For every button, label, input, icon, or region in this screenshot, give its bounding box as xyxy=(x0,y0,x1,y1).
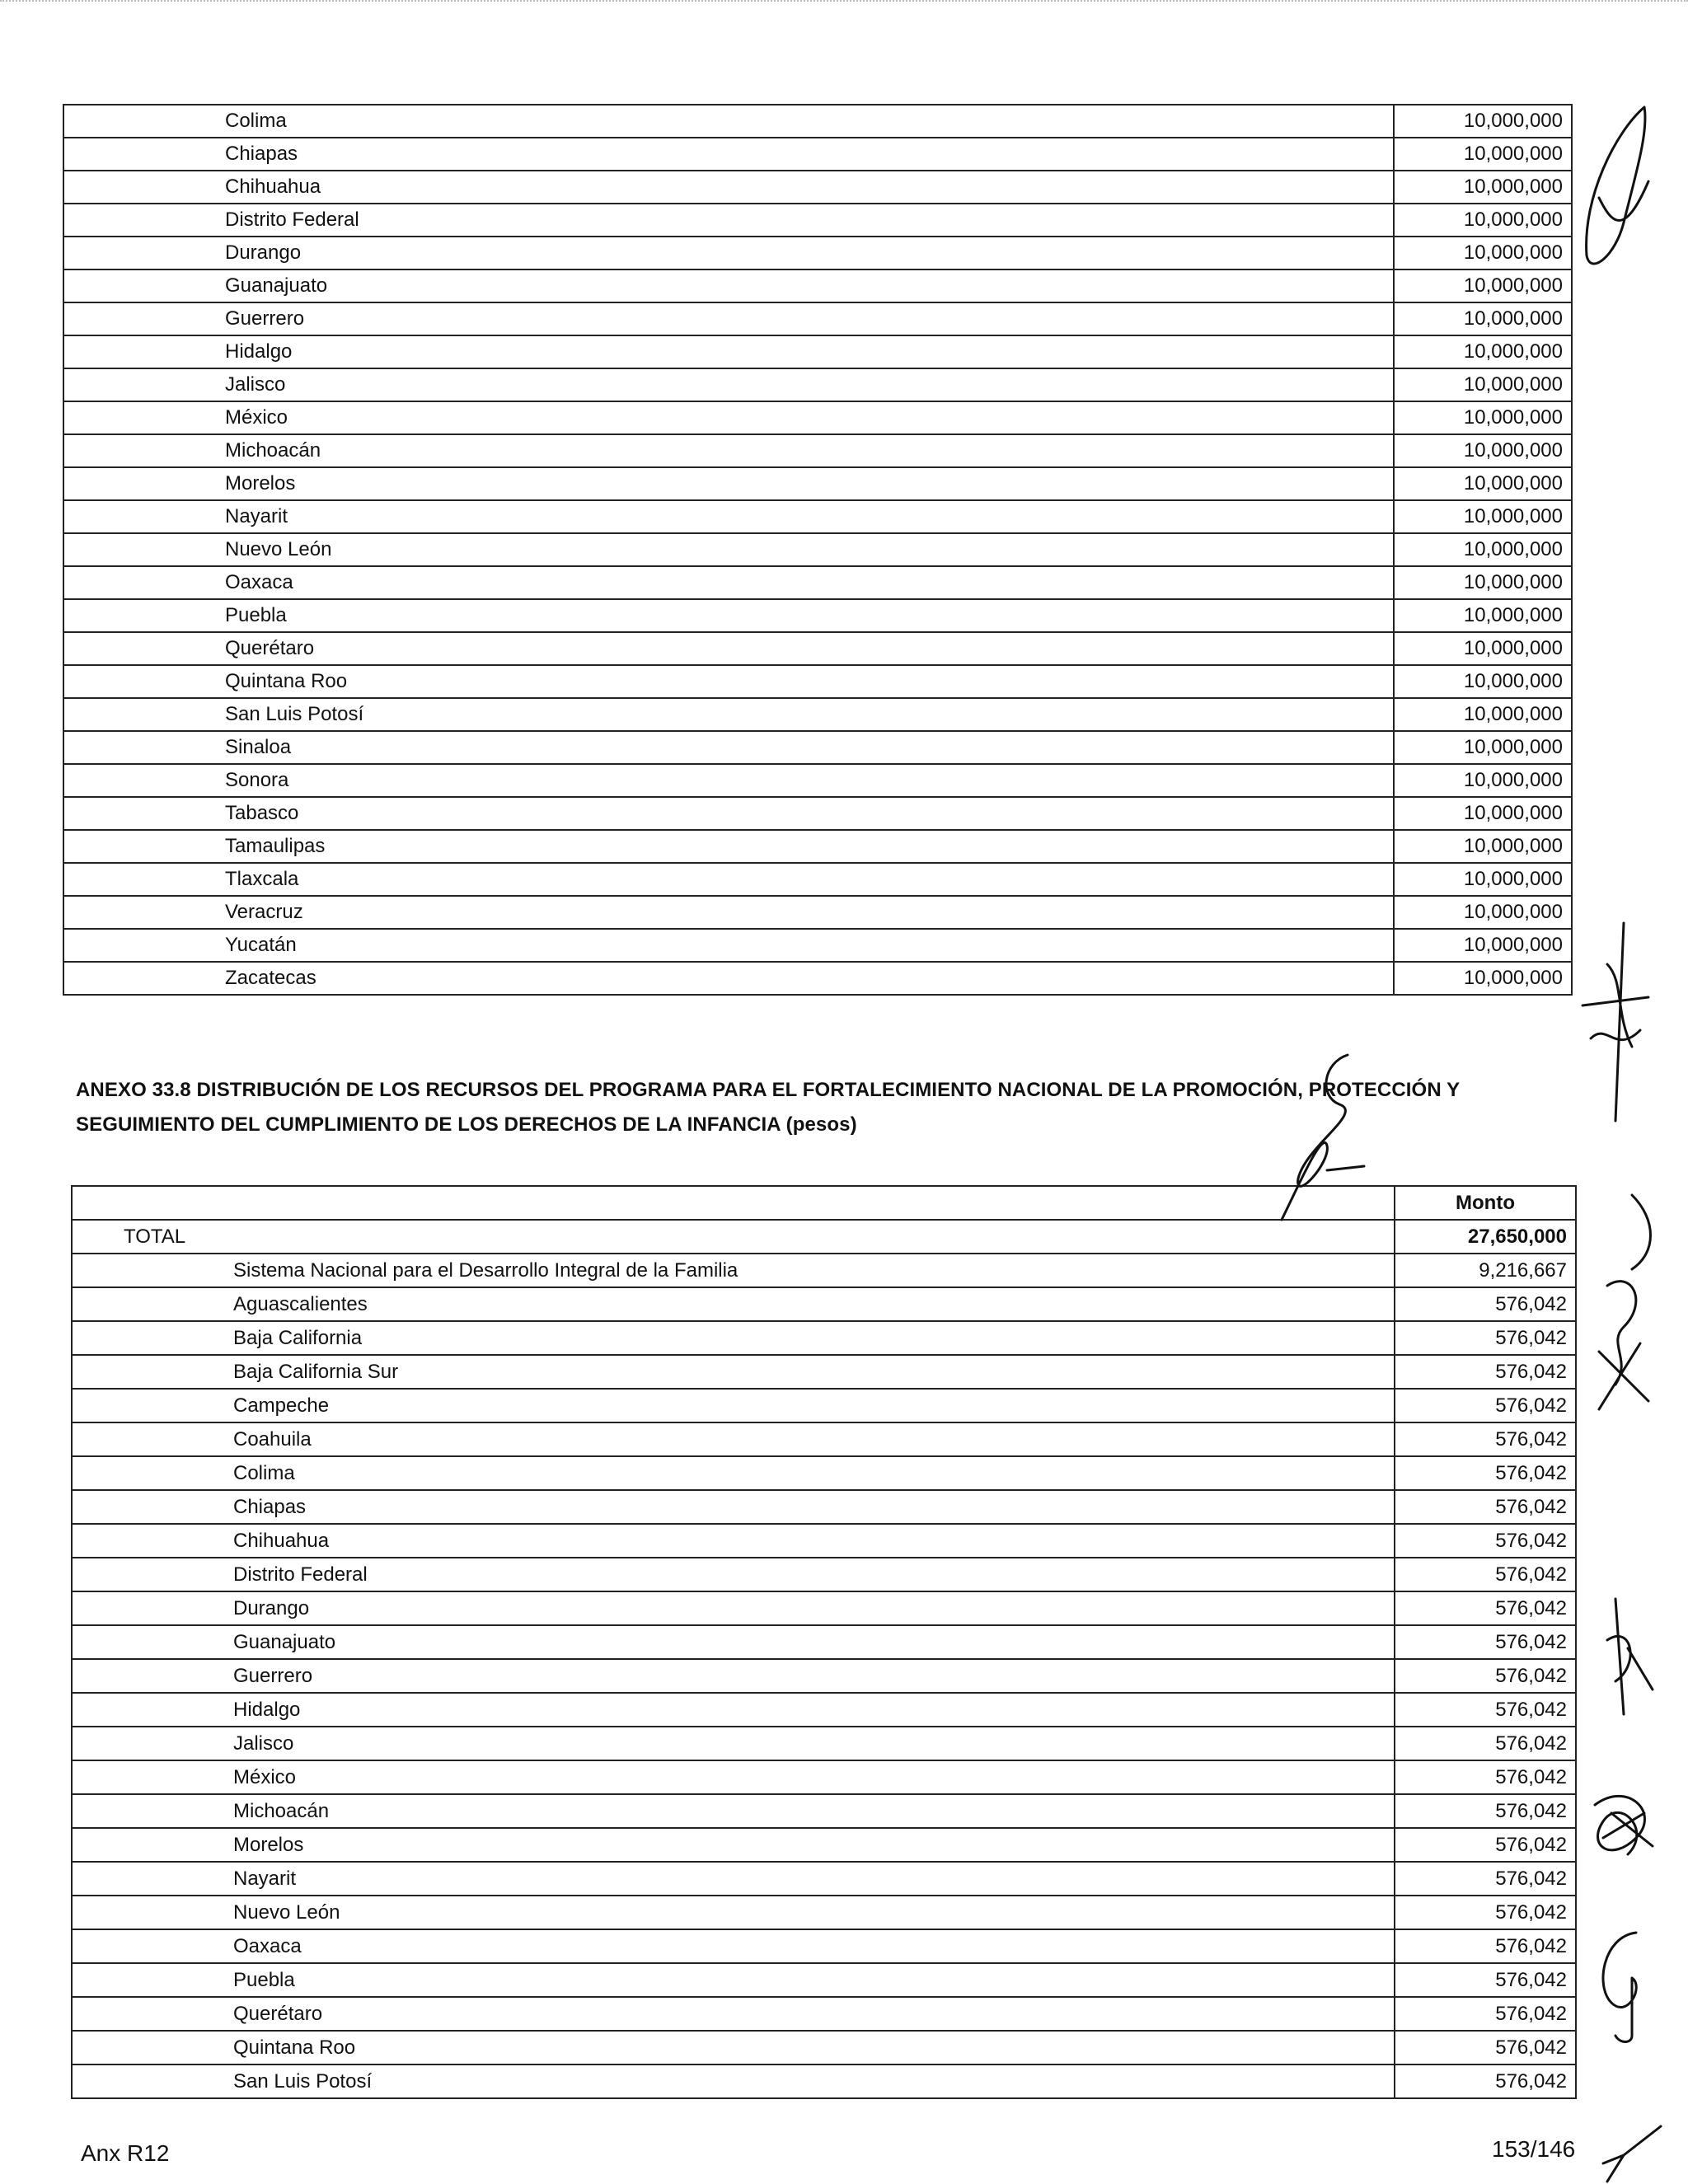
state-name: Querétaro xyxy=(63,632,1394,665)
table-row xyxy=(63,105,1572,138)
total-amount: 27,650,000 xyxy=(1395,1220,1576,1254)
table-row xyxy=(72,1389,1576,1422)
state-name: Yucatán xyxy=(63,929,1394,962)
state-amount: 10,000,000 xyxy=(1394,401,1572,434)
table-row xyxy=(72,1355,1576,1389)
state-amount: 10,000,000 xyxy=(1394,863,1572,896)
table-row xyxy=(63,863,1572,896)
table-row xyxy=(63,962,1572,995)
recipient-amount: 9,216,667 xyxy=(1395,1254,1576,1287)
annex-33-8-table xyxy=(71,1185,1577,2099)
table-row xyxy=(72,1659,1576,1693)
state-allocation-table-continued xyxy=(63,104,1573,996)
recipient-amount: 576,042 xyxy=(1395,1997,1576,2031)
recipient-amount: 576,042 xyxy=(1395,1896,1576,1929)
state-amount: 10,000,000 xyxy=(1394,797,1572,830)
state-amount: 10,000,000 xyxy=(1394,896,1572,929)
recipient-amount: 576,042 xyxy=(1395,2031,1576,2064)
monto-header: Monto xyxy=(1395,1186,1576,1220)
annex-33-8-title: ANEXO 33.8 DISTRIBUCIÓN DE LOS RECURSOS DEL PROGRAMA PARA EL FORTALECIMIENTO NACIONAL DE LA PROMOCIÓN, PROTECCIÓN Y SEGUIMIENTO DEL CUMPLIMIENTO DE LOS DERECHOS DE LA INFANCIA (pesos) xyxy=(76,1079,1460,1136)
recipient-amount: 576,042 xyxy=(1395,1524,1576,1558)
table-row xyxy=(63,138,1572,171)
table-row xyxy=(72,1929,1576,1963)
state-amount: 10,000,000 xyxy=(1394,731,1572,764)
recipient-amount: 576,042 xyxy=(1395,1591,1576,1625)
recipient-amount: 576,042 xyxy=(1395,1693,1576,1727)
state-amount: 10,000,000 xyxy=(1394,302,1572,335)
table-row xyxy=(63,335,1572,368)
table-row xyxy=(72,1828,1576,1862)
state-name: Guerrero xyxy=(63,302,1394,335)
state-amount: 10,000,000 xyxy=(1394,269,1572,302)
recipient-amount: 576,042 xyxy=(1395,1929,1576,1963)
recipient-name: Sistema Nacional para el Desarrollo Integral de la Familia xyxy=(72,1254,1395,1287)
signature-initial-top-right xyxy=(1566,99,1665,280)
table-row xyxy=(72,1591,1576,1625)
recipient-amount: 576,042 xyxy=(1395,1456,1576,1490)
state-amount: 10,000,000 xyxy=(1394,764,1572,797)
state-name: Tabasco xyxy=(63,797,1394,830)
state-name: Tlaxcala xyxy=(63,863,1394,896)
table-row xyxy=(63,171,1572,204)
recipient-name: Baja California Sur xyxy=(72,1355,1395,1389)
table-row xyxy=(72,1490,1576,1524)
recipient-name: Puebla xyxy=(72,1963,1395,1997)
recipient-name: Durango xyxy=(72,1591,1395,1625)
signature-right-2 xyxy=(1582,1187,1665,1418)
state-name: Hidalgo xyxy=(63,335,1394,368)
recipient-name: San Luis Potosí xyxy=(72,2064,1395,2098)
recipient-amount: 576,042 xyxy=(1395,1287,1576,1321)
header-blank-cell xyxy=(72,1186,1395,1220)
recipient-name: Guanajuato xyxy=(72,1625,1395,1659)
state-amount: 10,000,000 xyxy=(1394,237,1572,269)
state-name: Zacatecas xyxy=(63,962,1394,995)
state-amount: 10,000,000 xyxy=(1394,665,1572,698)
table-row xyxy=(72,1997,1576,2031)
table-row xyxy=(72,2031,1576,2064)
table-row xyxy=(63,929,1572,962)
state-amount: 10,000,000 xyxy=(1394,138,1572,171)
state-amount: 10,000,000 xyxy=(1394,599,1572,632)
recipient-name: México xyxy=(72,1760,1395,1794)
state-amount: 10,000,000 xyxy=(1394,632,1572,665)
table1-body xyxy=(63,105,1572,995)
recipient-amount: 576,042 xyxy=(1395,1963,1576,1997)
recipient-amount: 576,042 xyxy=(1395,1490,1576,1524)
recipient-name: Chiapas xyxy=(72,1490,1395,1524)
state-amount: 10,000,000 xyxy=(1394,434,1572,467)
table-row xyxy=(63,797,1572,830)
recipient-amount: 576,042 xyxy=(1395,1828,1576,1862)
table-row xyxy=(63,500,1572,533)
recipient-name: Aguascalientes xyxy=(72,1287,1395,1321)
state-name: Sonora xyxy=(63,764,1394,797)
table-row xyxy=(72,1422,1576,1456)
state-name: México xyxy=(63,401,1394,434)
footer-page-number: 153/146 xyxy=(1492,2136,1576,2162)
signature-right-4 xyxy=(1578,1780,1669,1871)
recipient-name: Jalisco xyxy=(72,1727,1395,1760)
table-row xyxy=(72,1896,1576,1929)
table-row xyxy=(63,204,1572,237)
table-row xyxy=(63,764,1572,797)
table-row xyxy=(72,1524,1576,1558)
table-row xyxy=(63,599,1572,632)
state-name: Jalisco xyxy=(63,368,1394,401)
state-amount: 10,000,000 xyxy=(1394,962,1572,995)
total-label: TOTAL xyxy=(72,1220,1395,1254)
state-name: Chihuahua xyxy=(63,171,1394,204)
state-amount: 10,000,000 xyxy=(1394,929,1572,962)
state-amount: 10,000,000 xyxy=(1394,335,1572,368)
table-row xyxy=(63,401,1572,434)
state-name: Oaxaca xyxy=(63,566,1394,599)
table-row xyxy=(72,1558,1576,1591)
state-amount: 10,000,000 xyxy=(1394,368,1572,401)
signature-bottom-right-check xyxy=(1599,2122,1665,2184)
state-name: Tamaulipas xyxy=(63,830,1394,863)
recipient-name: Quintana Roo xyxy=(72,2031,1395,2064)
table-row xyxy=(72,1321,1576,1355)
recipient-name: Guerrero xyxy=(72,1659,1395,1693)
table-row xyxy=(63,566,1572,599)
footer-annex-reference: Anx R12 xyxy=(81,2140,170,2166)
state-name: Veracruz xyxy=(63,896,1394,929)
table-row xyxy=(72,1287,1576,1321)
recipient-amount: 576,042 xyxy=(1395,1389,1576,1422)
table-row xyxy=(63,731,1572,764)
state-name: Guanajuato xyxy=(63,269,1394,302)
table-row xyxy=(72,1963,1576,1997)
recipient-name: Hidalgo xyxy=(72,1693,1395,1727)
table-row xyxy=(63,830,1572,863)
scan-edge xyxy=(0,0,1688,10)
state-amount: 10,000,000 xyxy=(1394,500,1572,533)
recipient-amount: 576,042 xyxy=(1395,2064,1576,2098)
table-row xyxy=(63,237,1572,269)
recipient-amount: 576,042 xyxy=(1395,1794,1576,1828)
state-amount: 10,000,000 xyxy=(1394,533,1572,566)
table-row xyxy=(63,434,1572,467)
state-name: Puebla xyxy=(63,599,1394,632)
table-row xyxy=(63,632,1572,665)
recipient-name: Michoacán xyxy=(72,1794,1395,1828)
state-amount: 10,000,000 xyxy=(1394,171,1572,204)
recipient-amount: 576,042 xyxy=(1395,1355,1576,1389)
state-name: Distrito Federal xyxy=(63,204,1394,237)
state-amount: 10,000,000 xyxy=(1394,105,1572,138)
signature-center-scribble xyxy=(1249,1047,1389,1228)
state-name: Colima xyxy=(63,105,1394,138)
table-row xyxy=(63,302,1572,335)
state-name: Chiapas xyxy=(63,138,1394,171)
table-row xyxy=(63,467,1572,500)
state-name: Nuevo León xyxy=(63,533,1394,566)
signature-right-5 xyxy=(1587,1920,1661,2044)
table-row xyxy=(72,1727,1576,1760)
recipient-amount: 576,042 xyxy=(1395,1659,1576,1693)
recipient-name: Morelos xyxy=(72,1828,1395,1862)
recipient-name: Nuevo León xyxy=(72,1896,1395,1929)
state-name: Sinaloa xyxy=(63,731,1394,764)
table-row xyxy=(72,2064,1576,2098)
table-row xyxy=(63,269,1572,302)
recipient-name: Coahuila xyxy=(72,1422,1395,1456)
table-row xyxy=(72,1254,1576,1287)
table-row xyxy=(72,1794,1576,1828)
state-amount: 10,000,000 xyxy=(1394,566,1572,599)
table-row xyxy=(63,533,1572,566)
signature-right-3 xyxy=(1582,1591,1657,1722)
recipient-amount: 576,042 xyxy=(1395,1760,1576,1794)
table2-body xyxy=(72,1186,1576,2098)
recipient-amount: 576,042 xyxy=(1395,1862,1576,1896)
state-name: Nayarit xyxy=(63,500,1394,533)
recipient-name: Campeche xyxy=(72,1389,1395,1422)
recipient-name: Chihuahua xyxy=(72,1524,1395,1558)
state-name: Durango xyxy=(63,237,1394,269)
state-amount: 10,000,000 xyxy=(1394,698,1572,731)
table-row xyxy=(63,698,1572,731)
table-row xyxy=(72,1760,1576,1794)
recipient-amount: 576,042 xyxy=(1395,1321,1576,1355)
table-row xyxy=(63,368,1572,401)
state-name: Michoacán xyxy=(63,434,1394,467)
state-amount: 10,000,000 xyxy=(1394,467,1572,500)
table-row xyxy=(63,665,1572,698)
table-row xyxy=(72,1693,1576,1727)
recipient-name: Baja California xyxy=(72,1321,1395,1355)
signature-mark-right-1 xyxy=(1566,915,1657,1129)
state-name: San Luis Potosí xyxy=(63,698,1394,731)
recipient-amount: 576,042 xyxy=(1395,1727,1576,1760)
state-amount: 10,000,000 xyxy=(1394,204,1572,237)
recipient-name: Distrito Federal xyxy=(72,1558,1395,1591)
table-row xyxy=(72,1456,1576,1490)
recipient-amount: 576,042 xyxy=(1395,1558,1576,1591)
recipient-name: Oaxaca xyxy=(72,1929,1395,1963)
table-row xyxy=(72,1862,1576,1896)
recipient-amount: 576,042 xyxy=(1395,1625,1576,1659)
table-row xyxy=(63,896,1572,929)
recipient-name: Nayarit xyxy=(72,1862,1395,1896)
recipient-name: Querétaro xyxy=(72,1997,1395,2031)
state-name: Quintana Roo xyxy=(63,665,1394,698)
table-row xyxy=(72,1625,1576,1659)
state-amount: 10,000,000 xyxy=(1394,830,1572,863)
recipient-name: Colima xyxy=(72,1456,1395,1490)
state-name: Morelos xyxy=(63,467,1394,500)
recipient-amount: 576,042 xyxy=(1395,1422,1576,1456)
